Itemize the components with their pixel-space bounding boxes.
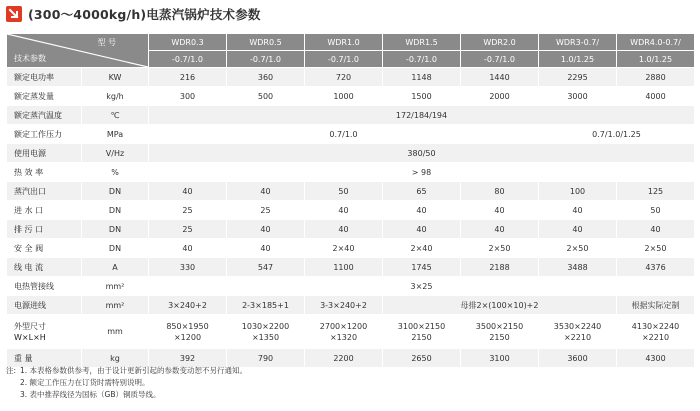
model-cell: WDR2.0 <box>461 34 539 51</box>
model-cell: -0.7/1.0 <box>461 51 539 68</box>
row-label: 热 效 率 <box>7 163 82 182</box>
row-label: 线 电 流 <box>7 258 82 277</box>
table-cell: 根据实际定制 <box>617 296 695 315</box>
table-cell: 50 <box>617 201 695 220</box>
row-unit: kg/h <box>82 87 149 106</box>
note-item: 2. 额定工作压力在订货时需特别说明。 <box>20 378 150 387</box>
table-cell: 40 <box>539 220 617 239</box>
notes <box>6 365 247 401</box>
row-label: 额定工作压力 <box>7 125 82 144</box>
table-cell: 2-3×185+1 <box>227 296 305 315</box>
table-cell: 1148 <box>383 68 461 87</box>
spec-table <box>6 33 695 368</box>
page-title: (300～4000kg/h)电蒸汽锅炉技术参数 <box>28 7 261 22</box>
table-cell: 3500×2150 2150 <box>461 315 539 349</box>
table-cell: 2295 <box>539 68 617 87</box>
table-cell: 40 <box>149 182 227 201</box>
table-cell: 0.7/1.0/1.25 <box>539 125 695 144</box>
table-cell: 40 <box>383 220 461 239</box>
row-unit: V/Hz <box>82 144 149 163</box>
table-cell: 2200 <box>305 349 383 368</box>
table-cell: 3-3×240+2 <box>305 296 383 315</box>
table-cell: 392 <box>149 349 227 368</box>
model-cell: WDR0.3 <box>149 34 227 51</box>
header-row-1 <box>7 34 695 51</box>
row-label: 电热管接线 <box>7 277 82 296</box>
table-cell: 80 <box>461 182 539 201</box>
table-cell: 母排2×(100×10)+2 <box>383 296 617 315</box>
row-label: 额定电功率 <box>7 68 82 87</box>
dim-label-2: W×L×H <box>14 332 46 342</box>
row-unit: KW <box>82 68 149 87</box>
table-cell: 3100×2150 2150 <box>383 315 461 349</box>
notes-prefix: 注: <box>6 366 17 375</box>
table-cell: 216 <box>149 68 227 87</box>
row-label <box>7 315 82 349</box>
model-cell: 1.0/1.25 <box>539 51 617 68</box>
table-cell: 4000 <box>617 87 695 106</box>
table-cell: 40 <box>305 220 383 239</box>
row-unit: DN <box>82 182 149 201</box>
table-cell: 40 <box>461 201 539 220</box>
table-cell: 25 <box>149 220 227 239</box>
row-label: 额定蒸发量 <box>7 87 82 106</box>
row-label: 蒸汽出口 <box>7 182 82 201</box>
model-cell: WDR0.5 <box>227 34 305 51</box>
table-cell: 3×25 <box>149 277 695 296</box>
table-row <box>7 163 695 182</box>
table-cell: 25 <box>149 201 227 220</box>
table-row <box>7 315 695 349</box>
table-row <box>7 277 695 296</box>
table-cell: 4300 <box>617 349 695 368</box>
table-cell: 0.7/1.0 <box>149 125 539 144</box>
table-cell: 100 <box>539 182 617 201</box>
title-row <box>6 5 261 23</box>
table-cell: 40 <box>227 182 305 201</box>
model-cell: -0.7/1.0 <box>227 51 305 68</box>
table-cell: 1440 <box>461 68 539 87</box>
row-unit: MPa <box>82 125 149 144</box>
table-cell: 40 <box>305 201 383 220</box>
model-cell: -0.7/1.0 <box>305 51 383 68</box>
table-cell: 2×40 <box>383 239 461 258</box>
table-cell: 850×1950 ×1200 <box>149 315 227 349</box>
row-unit: mm <box>82 315 149 349</box>
table-cell: 40 <box>383 201 461 220</box>
table-cell: 4376 <box>617 258 695 277</box>
table-cell: 380/50 <box>149 144 695 163</box>
row-label: 进 水 口 <box>7 201 82 220</box>
note-item: 3. 表中推荐线径为国标（GB）铜质导线。 <box>20 390 161 399</box>
table-cell: 1100 <box>305 258 383 277</box>
table-cell: 360 <box>227 68 305 87</box>
table-cell: 50 <box>305 182 383 201</box>
table-row <box>7 258 695 277</box>
table-cell: 65 <box>383 182 461 201</box>
table-cell: 2188 <box>461 258 539 277</box>
row-unit: DN <box>82 239 149 258</box>
model-cell: -0.7/1.0 <box>383 51 461 68</box>
table-cell: 125 <box>617 182 695 201</box>
row-unit: ℃ <box>82 106 149 125</box>
table-row <box>7 125 695 144</box>
note-item: 注: 1. 本表格参数供参考，由于设计更新引起的参数变动恕不另行通知。 <box>6 366 248 375</box>
table-cell: 4130×2240 ×2210 <box>617 315 695 349</box>
table-row <box>7 296 695 315</box>
table-cell: 330 <box>149 258 227 277</box>
table-cell: 2880 <box>617 68 695 87</box>
table-cell: 3600 <box>539 349 617 368</box>
row-label: 使用电源 <box>7 144 82 163</box>
table-cell: 3000 <box>539 87 617 106</box>
model-cell: WDR3-0.7/ <box>539 34 617 51</box>
table-cell: 1745 <box>383 258 461 277</box>
table-cell: 40 <box>227 220 305 239</box>
table-cell: 500 <box>227 87 305 106</box>
row-unit: mm² <box>82 277 149 296</box>
table-row <box>7 220 695 239</box>
row-unit: mm² <box>82 296 149 315</box>
table-cell: 3530×2240 ×2210 <box>539 315 617 349</box>
row-label: 安 全 阀 <box>7 239 82 258</box>
table-row <box>7 201 695 220</box>
table-cell: 1030×2200 ×1350 <box>227 315 305 349</box>
row-label: 排 污 口 <box>7 220 82 239</box>
table-cell: 40 <box>227 239 305 258</box>
table-cell: > 98 <box>149 163 695 182</box>
row-label: 重 量 <box>7 349 82 368</box>
table-cell: 3×240+2 <box>149 296 227 315</box>
table-row <box>7 182 695 201</box>
dim-label-1: 外型尺寸 <box>14 321 46 331</box>
row-unit: DN <box>82 201 149 220</box>
table-cell: 2×50 <box>461 239 539 258</box>
table-row <box>7 106 695 125</box>
table-cell: 3488 <box>539 258 617 277</box>
table-cell: 2650 <box>383 349 461 368</box>
header-corner <box>7 34 149 68</box>
table-row <box>7 87 695 106</box>
row-label: 电源进线 <box>7 296 82 315</box>
model-label: 型 号 <box>97 38 116 47</box>
params-label: 技术参数 <box>14 54 46 63</box>
table-cell: 720 <box>305 68 383 87</box>
table-cell: 172/184/194 <box>149 106 695 125</box>
row-unit: A <box>82 258 149 277</box>
table-cell: 3100 <box>461 349 539 368</box>
table-cell: 2×50 <box>539 239 617 258</box>
table-cell: 547 <box>227 258 305 277</box>
table-cell: 40 <box>617 220 695 239</box>
arrow-down-right-icon <box>6 6 22 22</box>
table-cell: 2700×1200 ×1320 <box>305 315 383 349</box>
table-cell: 1500 <box>383 87 461 106</box>
model-cell: -0.7/1.0 <box>149 51 227 68</box>
table-cell: 40 <box>149 239 227 258</box>
table-cell: 300 <box>149 87 227 106</box>
table-cell: 40 <box>539 201 617 220</box>
table-row <box>7 68 695 87</box>
row-label: 额定蒸汽温度 <box>7 106 82 125</box>
table-cell: 2000 <box>461 87 539 106</box>
table-cell: 2×50 <box>617 239 695 258</box>
row-unit: DN <box>82 220 149 239</box>
table-row <box>7 144 695 163</box>
model-cell: WDR1.5 <box>383 34 461 51</box>
table-cell: 40 <box>461 220 539 239</box>
row-unit: % <box>82 163 149 182</box>
table-cell: 2×40 <box>305 239 383 258</box>
row-unit: kg <box>82 349 149 368</box>
table-cell: 25 <box>227 201 305 220</box>
table-row <box>7 239 695 258</box>
table-cell: 1000 <box>305 87 383 106</box>
model-cell: WDR4.0-0.7/ <box>617 34 695 51</box>
model-cell: WDR1.0 <box>305 34 383 51</box>
model-cell: 1.0/1.25 <box>617 51 695 68</box>
table-cell: 790 <box>227 349 305 368</box>
